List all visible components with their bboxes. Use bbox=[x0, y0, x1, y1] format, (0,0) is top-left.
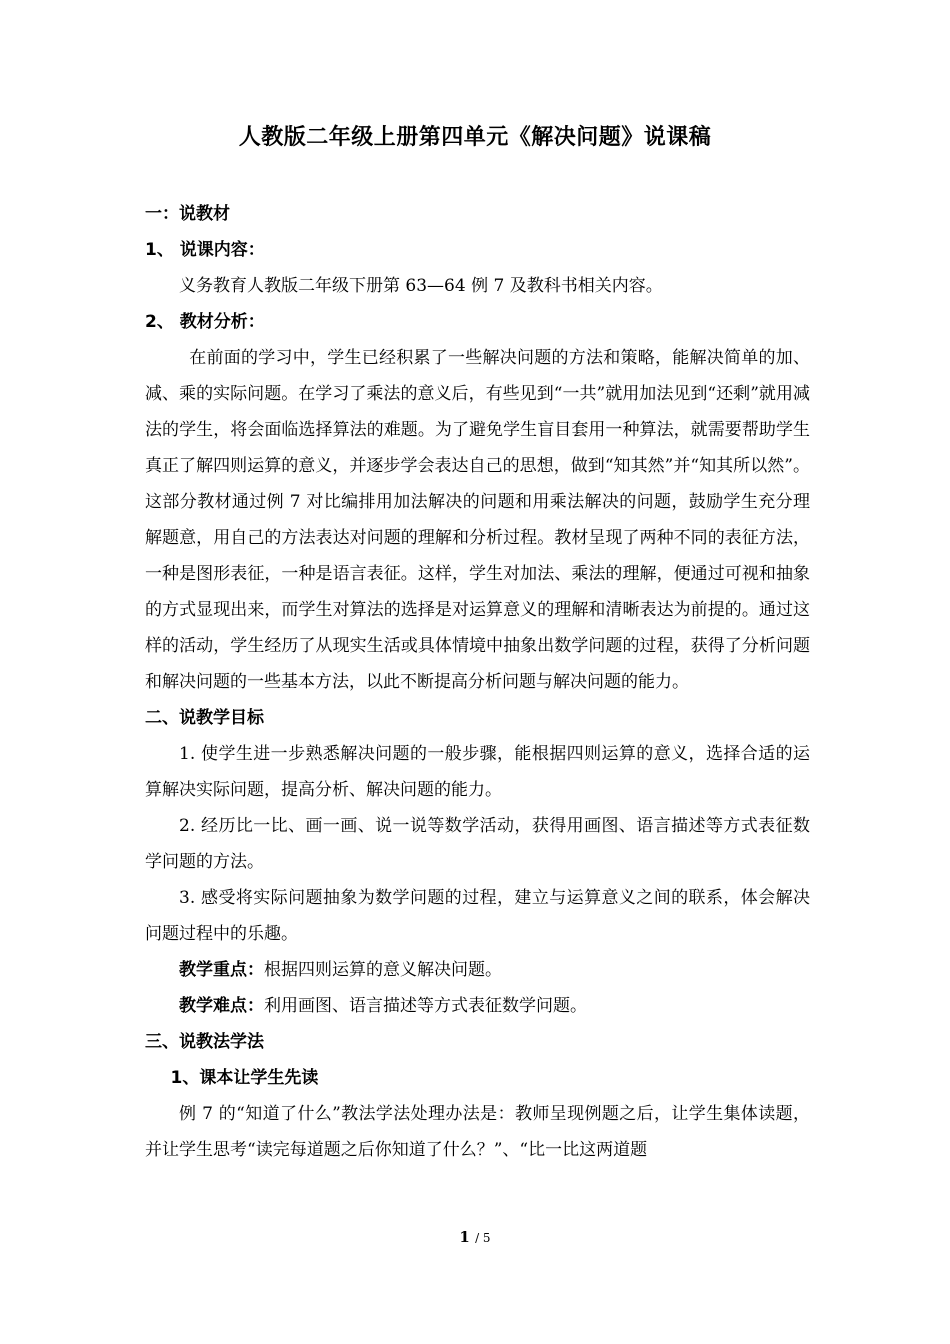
paragraph-key-point bbox=[145, 952, 810, 988]
subheading-textbook-analysis: 2、 教材分析： bbox=[145, 312, 265, 332]
paragraph-goal-2: 2. 经历比一比、画一画、说一说等数学活动，获得用画图、语言描述等方式表征数学问题的方法。 bbox=[145, 816, 810, 872]
document-title: 人教版二年级上册第四单元《解决问题》说课稿 bbox=[238, 125, 712, 150]
paragraph-goal-1: 1. 使学生进一步熟悉解决问题的一般步骤，能根据四则运算的意义，选择合适的运算解决实际问题，提高分析、解决问题的能力。 bbox=[145, 744, 810, 800]
paragraph-lesson-content: 义务教育人教版二年级下册第 63—64 例 7 及教科书相关内容。 bbox=[179, 276, 663, 296]
difficult-point-text: 利用画图、语言描述等方式表征数学问题。 bbox=[264, 996, 587, 1016]
page-number bbox=[0, 1228, 950, 1246]
document-body bbox=[145, 196, 810, 1168]
difficult-point-label: 教学难点： bbox=[179, 996, 264, 1016]
key-point-label: 教学重点： bbox=[179, 960, 264, 980]
section-heading-methods: 三、说教法学法 bbox=[145, 1032, 264, 1052]
paragraph-difficult-point bbox=[145, 988, 810, 1024]
paragraph-read-first: 例 7 的“知道了什么”教法学法处理办法是：教师呈现例题之后，让学生集体读题，并让学生思考“读完每道题之后你知道了什么？”、“比一比这两道题 bbox=[145, 1104, 810, 1160]
paragraph-textbook-analysis: 在前面的学习中，学生已经积累了一些解决问题的方法和策略，能解决简单的加、减、乘的实际问题。在学习了乘法的意义后，有些见到“一共”就用加法见到“还剩”就用减法的学生，将会面临选择算法的难题。为了避免学生盲目套用一种算法，就需要帮助学生真正了解四则运算的意义，并逐步学会表达自己的思想，做到“知其然”并“知其所以然”。这部分教材通过例 7 对比编排用加法解决的问题和用乘法解决的问题，鼓励学生充分理解题意，用自己的方法表达对问题的理解和分析过程。教材呈现了两种不同的表征方法，一种是图形表征，一种是语言表征。这样，学生对加法、乘法的理解，便通过可视和抽象的方式显现出来，而学生对算法的选择是对运算意义的理解和清晰表达为前提的。通过这样的活动，学生经历了从现实生活或具体情境中抽象出数学问题的过程，获得了分析问题和解决问题的一些基本方法，以此不断提高分析问题与解决问题的能力。 bbox=[145, 348, 810, 692]
section-heading-goals: 二、说教学目标 bbox=[145, 708, 264, 728]
paragraph-goal-3: 3. 感受将实际问题抽象为数学问题的过程，建立与运算意义之间的联系，体会解决问题过程中的乐趣。 bbox=[145, 888, 810, 944]
section-heading-textbook: 一：说教材 bbox=[145, 204, 230, 224]
subheading-lesson-content: 1、 说课内容： bbox=[145, 240, 265, 260]
key-point-text: 根据四则运算的意义解决问题。 bbox=[264, 960, 502, 980]
page-total: / 5 bbox=[475, 1231, 491, 1245]
subheading-read-first: 1、课本让学生先读 bbox=[170, 1068, 319, 1088]
page-current: 1 bbox=[459, 1228, 470, 1246]
